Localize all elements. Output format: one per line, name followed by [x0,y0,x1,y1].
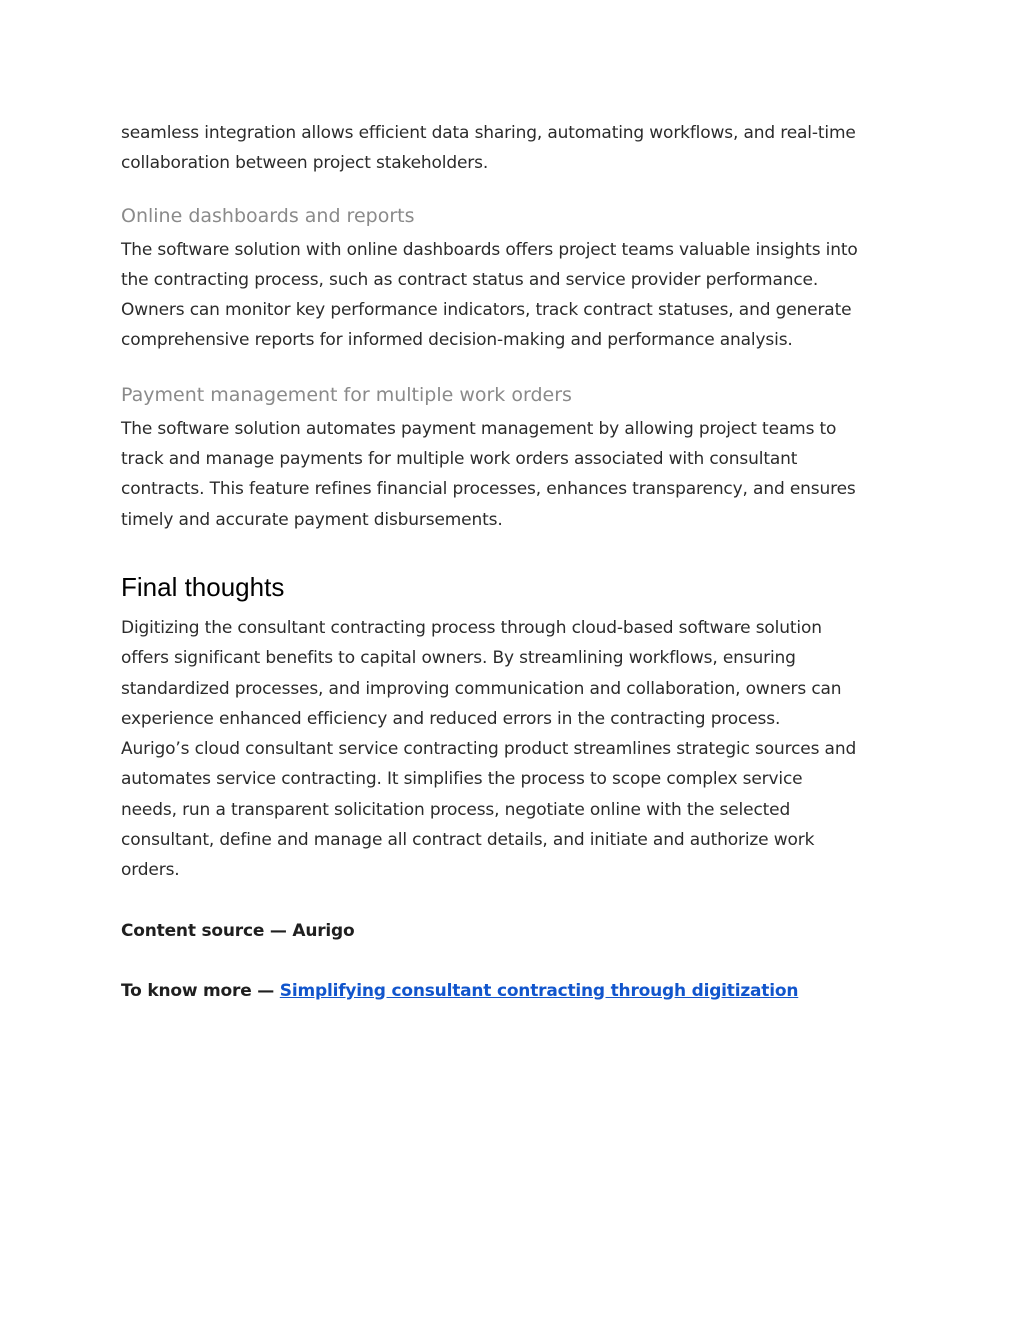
know-more-line [121,976,921,1006]
paragraph-line: automates service contracting. It simplifies the process to scope complex service [121,769,803,790]
intro-line: seamless integration allows efficient data sharing, automating workflows, and real-time [121,123,856,143]
payment-management-heading: Payment management for multiple work orders [121,383,572,406]
paragraph-line: track and manage payments for multiple work orders associated with consultant [121,449,798,470]
paragraph-line: standardized processes, and improving communication and collaboration, owners can [121,678,842,699]
paragraph-line: Digitizing the consultant contracting process through cloud-based software solution [121,617,822,638]
paragraph-line: timely and accurate payment disbursements. [121,509,503,530]
paragraph-line: orders. [121,860,180,881]
paragraph-line: the contracting process, such as contract status and service provider performance. [121,269,819,290]
paragraph-line: The software solution automates payment management by allowing project teams to [121,418,837,439]
paragraph-line: contracts. This feature refines financial processes, enhances transparency, and ensures [121,479,856,500]
online-dashboards-heading: Online dashboards and reports [121,204,415,227]
paragraph-line: Owners can monitor key performance indicators, track contract statuses, and generate [121,300,852,321]
paragraph-line: needs, run a transparent solicitation process, negotiate online with the selected [121,799,791,820]
online-dashboards-paragraph [121,235,921,356]
know-more-link[interactable]: Simplifying consultant contracting through digitization [279,980,799,1001]
intro-line: collaboration between project stakeholders. [121,153,489,174]
paragraph-line: experience enhanced efficiency and reduced errors in the contracting process. [121,708,781,729]
final-thoughts-heading: Final thoughts [121,571,285,602]
paragraph-line: comprehensive reports for informed decision-making and performance analysis. [121,330,793,351]
final-thoughts-paragraph [121,613,921,886]
paragraph-line: consultant, define and manage all contract details, and initiate and authorize work [121,830,815,851]
content-source: Content source — Aurigo [121,920,355,941]
paragraph-line: Aurigo’s cloud consultant service contracting product streamlines strategic sources and [121,739,857,760]
know-more-prefix: To know more — [121,980,280,1001]
intro-paragraph [121,118,921,179]
paragraph-line: The software solution with online dashboards offers project teams valuable insights into [121,239,858,260]
paragraph-line: offers significant benefits to capital owners. By streamlining workflows, ensuring [121,648,796,669]
payment-management-paragraph [121,414,921,535]
document-page [121,118,921,1006]
